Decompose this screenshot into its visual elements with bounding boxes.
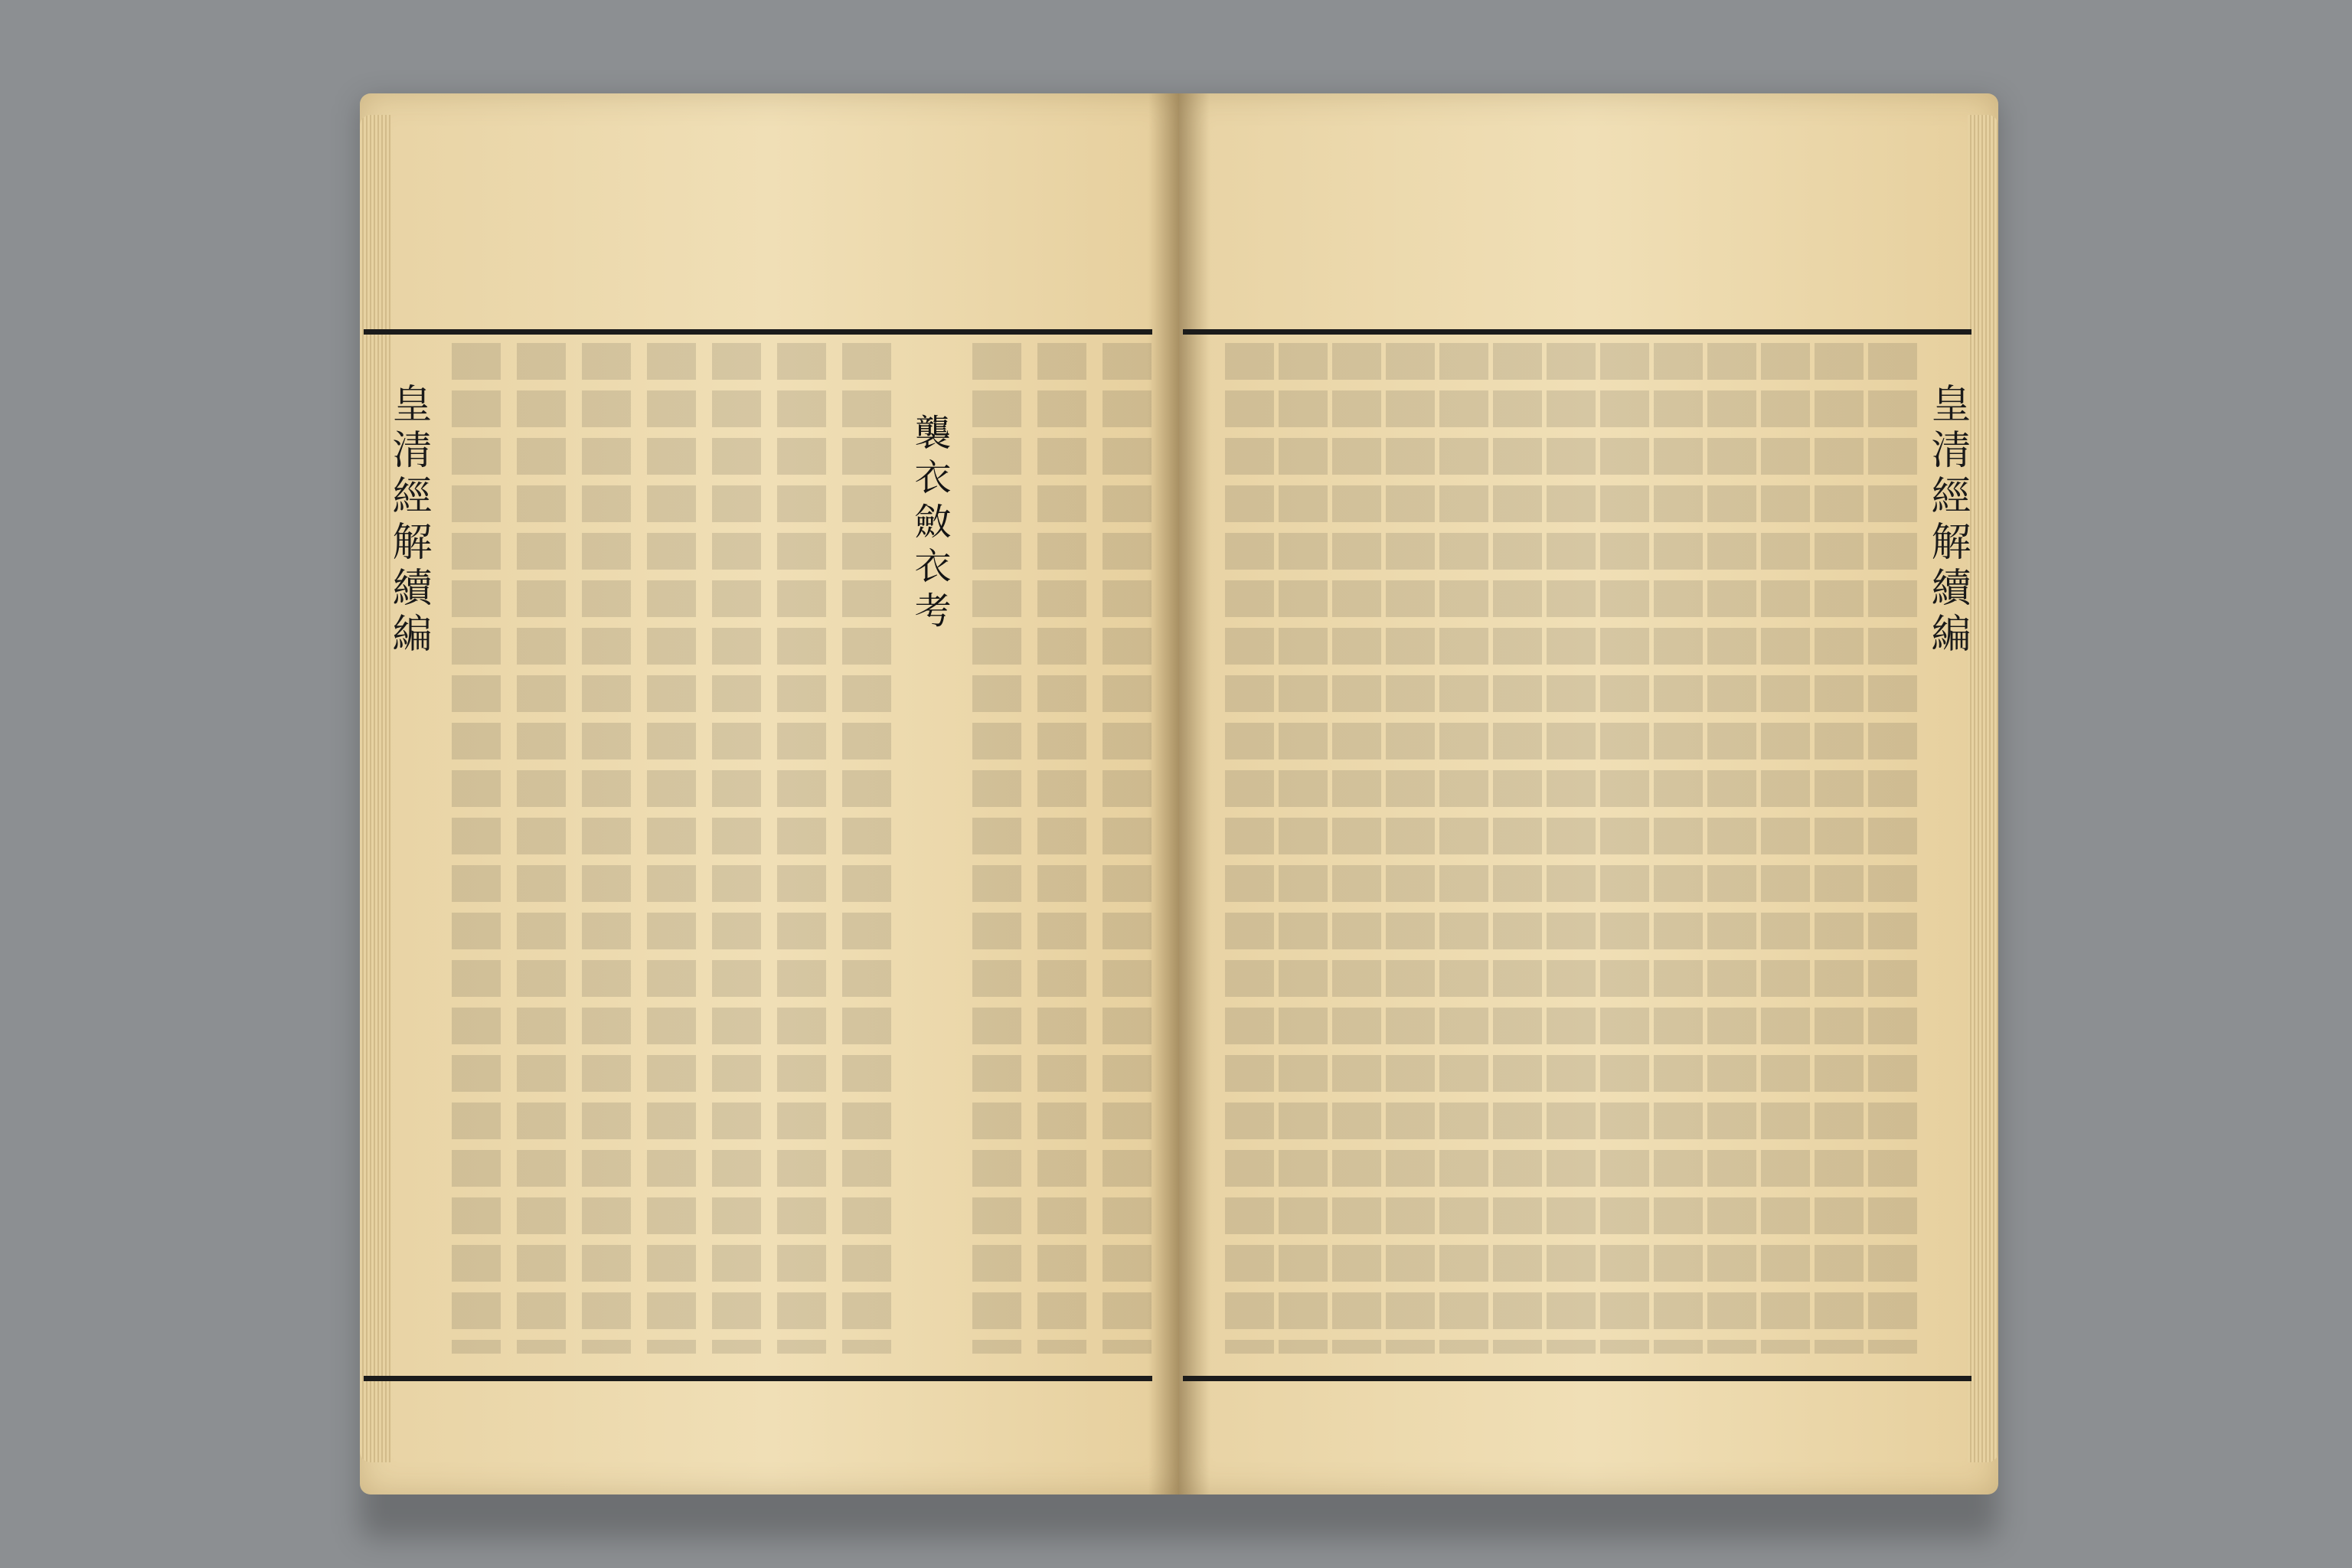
text-column (1037, 343, 1086, 1354)
text-column (1654, 343, 1703, 1354)
text-column (712, 343, 761, 1354)
text-column (1439, 343, 1488, 1354)
text-column (1815, 343, 1864, 1354)
text-column (1761, 343, 1810, 1354)
text-column (972, 343, 1021, 1354)
text-column (1600, 343, 1649, 1354)
left-margin-title: 皇清經解續編 (385, 383, 431, 658)
text-column (1493, 343, 1542, 1354)
text-column (1102, 343, 1152, 1354)
text-column (1332, 343, 1381, 1354)
text-column (842, 343, 891, 1354)
right-page-edges (1968, 115, 1998, 1462)
text-column (647, 343, 696, 1354)
text-column (1386, 343, 1435, 1354)
text-column (1279, 343, 1328, 1354)
text-column (582, 343, 631, 1354)
text-column (1868, 343, 1917, 1354)
text-column (1225, 343, 1274, 1354)
text-column (1707, 343, 1756, 1354)
text-column (452, 343, 501, 1354)
text-column (517, 343, 566, 1354)
right-margin-title: 皇清經解續編 (1924, 383, 1970, 658)
text-column (777, 343, 826, 1354)
text-column (1547, 343, 1596, 1354)
section-heading: 襲衣斂衣考 (908, 413, 951, 635)
